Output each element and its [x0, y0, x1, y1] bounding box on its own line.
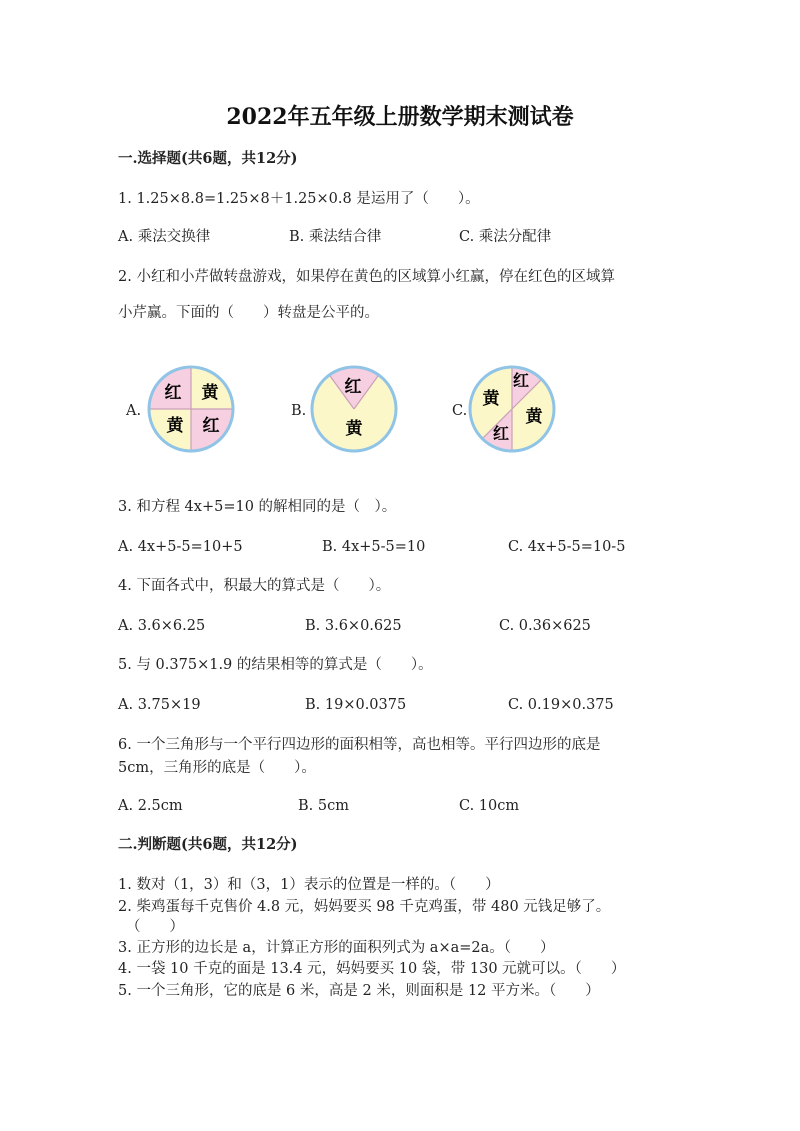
question-6-line-1: 6. 一个三角形与一个平行四边形的面积相等，高也相等。平行四边形的底是 [118, 737, 601, 753]
judgement-item-1: 1. 数对（1，3）和（3，1）表示的位置是一样的。（ ） [118, 877, 500, 893]
section-heading-judgement: 二.判断题(共6题，共12分) [118, 836, 298, 853]
question-5-option-a: A. 3.75×19 [118, 697, 201, 713]
question-3-option-b: B. 4x+5-5=10 [322, 539, 426, 555]
spinner-a-text-red-1: 红 [164, 383, 182, 403]
question-4-option-a: A. 3.6×6.25 [118, 618, 206, 634]
judgement-item-2-bracket: （ ） [126, 919, 184, 935]
question-6-option-c: C. 10cm [459, 798, 520, 814]
spinner-c-text-yellow-1: 黄 [482, 389, 500, 409]
question-5-option-b: B. 19×0.0375 [305, 697, 407, 713]
question-3-option-c: C. 4x+5-5=10-5 [508, 539, 626, 555]
question-6-option-a: A. 2.5cm [118, 798, 183, 814]
spinner-b-text-yellow: 黄 [345, 419, 363, 439]
spinner-a-label: A. [126, 403, 142, 419]
question-1-option-b: B. 乘法结合律 [289, 229, 382, 245]
spinner-c-label: C. [452, 403, 468, 419]
section-heading-choice: 一.选择题(共6题，共12分) [118, 150, 298, 167]
judgement-item-2: 2. 柴鸡蛋每千克售价 4.8 元，妈妈要买 98 千克鸡蛋，带 480 元钱足够了。 [118, 899, 611, 915]
question-2-line-1: 2. 小红和小芹做转盘游戏，如果停在黄色的区域算小红赢，停在红色的区域算 [118, 269, 615, 285]
spinner-c-text-red-1: 红 [512, 371, 530, 390]
question-5-stem: 5. 与 0.375×1.9 的结果相等的算式是（ ）。 [118, 657, 433, 673]
question-6-option-b: B. 5cm [298, 798, 349, 814]
spinner-a-text-yellow-1: 黄 [201, 383, 219, 403]
question-1-option-a: A. 乘法交换律 [118, 229, 211, 245]
question-1-option-c: C. 乘法分配律 [459, 229, 552, 245]
spinner-a-text-red-2: 红 [202, 416, 220, 436]
question-3-option-a: A. 4x+5-5=10+5 [118, 539, 243, 555]
spinner-b-text-red: 红 [344, 377, 362, 397]
spinner-b [309, 364, 399, 458]
spinner-c-text-yellow-2: 黄 [525, 407, 543, 427]
spinner-c [467, 364, 557, 458]
judgement-item-5: 5. 一个三角形，它的底是 6 米，高是 2 米，则面积是 12 平方米。（ ） [118, 983, 600, 999]
spinner-a [146, 364, 236, 458]
question-6-line-2: 5cm，三角形的底是（ ）。 [118, 760, 316, 776]
page-title: 2022年五年级上册数学期末测试卷 [226, 104, 574, 130]
question-1-stem: 1. 1.25×8.8=1.25×8＋1.25×0.8 是运用了（ ）。 [118, 191, 480, 207]
question-5-option-c: C. 0.19×0.375 [508, 697, 614, 713]
judgement-item-3: 3. 正方形的边长是 a，计算正方形的面积列式为 a×a=2a。（ ） [118, 940, 555, 956]
question-4-option-c: C. 0.36×625 [499, 618, 591, 634]
question-2-line-2: 小芹赢。下面的（ ）转盘是公平的。 [118, 305, 379, 321]
judgement-item-4: 4. 一袋 10 千克的面是 13.4 元，妈妈要买 10 袋，带 130 元就可以。（ ） [118, 961, 626, 977]
spinner-c-text-red-2: 红 [492, 424, 510, 443]
spinner-b-label: B. [291, 403, 307, 419]
spinner-a-text-yellow-2: 黄 [166, 416, 184, 436]
question-4-option-b: B. 3.6×0.625 [305, 618, 402, 634]
question-3-stem: 3. 和方程 4x+5=10 的解相同的是（ ）。 [118, 499, 397, 515]
question-4-stem: 4. 下面各式中，积最大的算式是（ ）。 [118, 578, 391, 594]
